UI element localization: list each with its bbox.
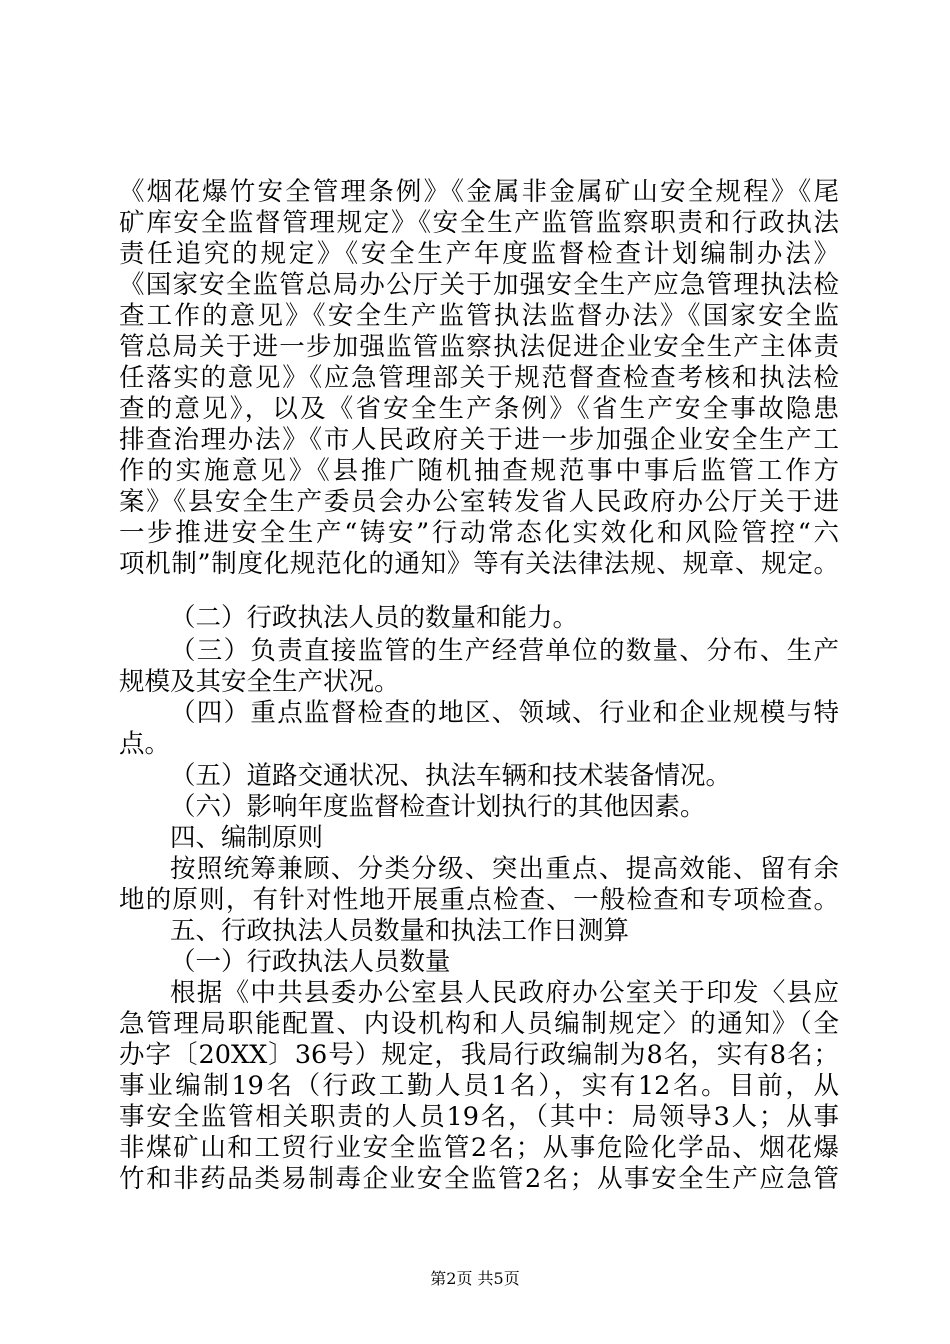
text-line: 按照统筹兼顾、分类分级、突出重点、提高效能、留有余: [170, 854, 839, 884]
text-line: 《烟花爆竹安全管理条例》《金属非金属矿山安全规程》《尾: [119, 177, 839, 207]
text-line: 查工作的意见》《安全生产监管执法监督办法》《国家安全监: [119, 301, 839, 331]
list-item: （四）重点监督检查的地区、领域、行业和企业规模与特: [170, 698, 839, 728]
list-item: （二）行政执法人员的数量和能力。: [170, 603, 579, 633]
text-line: 一步推进安全生产“铸安”行动常态化实效化和风险管控“六: [119, 518, 839, 548]
text-line: 点。: [119, 729, 171, 759]
text-line: 项机制”制度化规范化的通知》等有关法律法规、规章、规定。: [119, 549, 839, 579]
text-line: 查的意见》，以及《省安全生产条例》《省生产安全事故隐患: [119, 394, 839, 424]
text-line: 根据《中共县委办公室县人民政府办公室关于印发〈县应: [170, 978, 839, 1008]
text-line: 办字〔20XX〕36号）规定，我局行政编制为8名，实有8名；: [119, 1040, 839, 1070]
text-line: 竹和非药品类易制毒企业安全监管2名；从事安全生产应急管: [119, 1164, 839, 1194]
text-line: 责任追究的规定》《安全生产年度监督检查计划编制办法》: [119, 239, 839, 269]
text-line: 事安全监管相关职责的人员19名，（其中：局领导3人；从事: [119, 1102, 839, 1132]
text-line: 非煤矿山和工贸行业安全监管2名；从事危险化学品、烟花爆: [119, 1133, 839, 1163]
text-line: 管总局关于进一步加强监管监察执法促进企业安全生产主体责: [119, 332, 839, 362]
text-line: 任落实的意见》《应急管理部关于规范督查检查考核和执法检: [119, 363, 839, 393]
list-item: （六）影响年度监督检查计划执行的其他因素。: [170, 792, 706, 822]
text-line: 案》《县安全生产委员会办公室转发省人民政府办公厅关于进: [119, 487, 839, 517]
text-line: 规模及其安全生产状况。: [119, 667, 400, 697]
text-line: 急管理局职能配置、内设机构和人员编制规定〉的通知》（全: [119, 1009, 839, 1039]
list-item: （五）道路交通状况、执法车辆和技术装备情况。: [170, 761, 732, 791]
text-line: 地的原则，有针对性地开展重点检查、一般检查和专项检查。: [119, 885, 839, 915]
text-line: 排查治理办法》《市人民政府关于进一步加强企业安全生产工: [119, 425, 839, 455]
section-heading: 四、编制原则: [170, 823, 324, 853]
list-item: （三）负责直接监管的生产经营单位的数量、分布、生产: [170, 636, 839, 666]
text-line: 事业编制19名（行政工勤人员1名），实有12名。目前，从: [119, 1071, 839, 1101]
section-heading: 五、行政执法人员数量和执法工作日测算: [170, 916, 630, 946]
text-line: 作的实施意见》《县推广随机抽查规范事中事后监管工作方: [119, 456, 839, 486]
text-line: 矿库安全监督管理规定》《安全生产监管监察职责和行政执法: [119, 208, 839, 238]
text-line: 《国家安全监管总局办公厅关于加强安全生产应急管理执法检: [119, 270, 839, 300]
page-number: 第2页 共5页: [430, 1269, 520, 1288]
subsection-heading: （一）行政执法人员数量: [170, 947, 451, 977]
